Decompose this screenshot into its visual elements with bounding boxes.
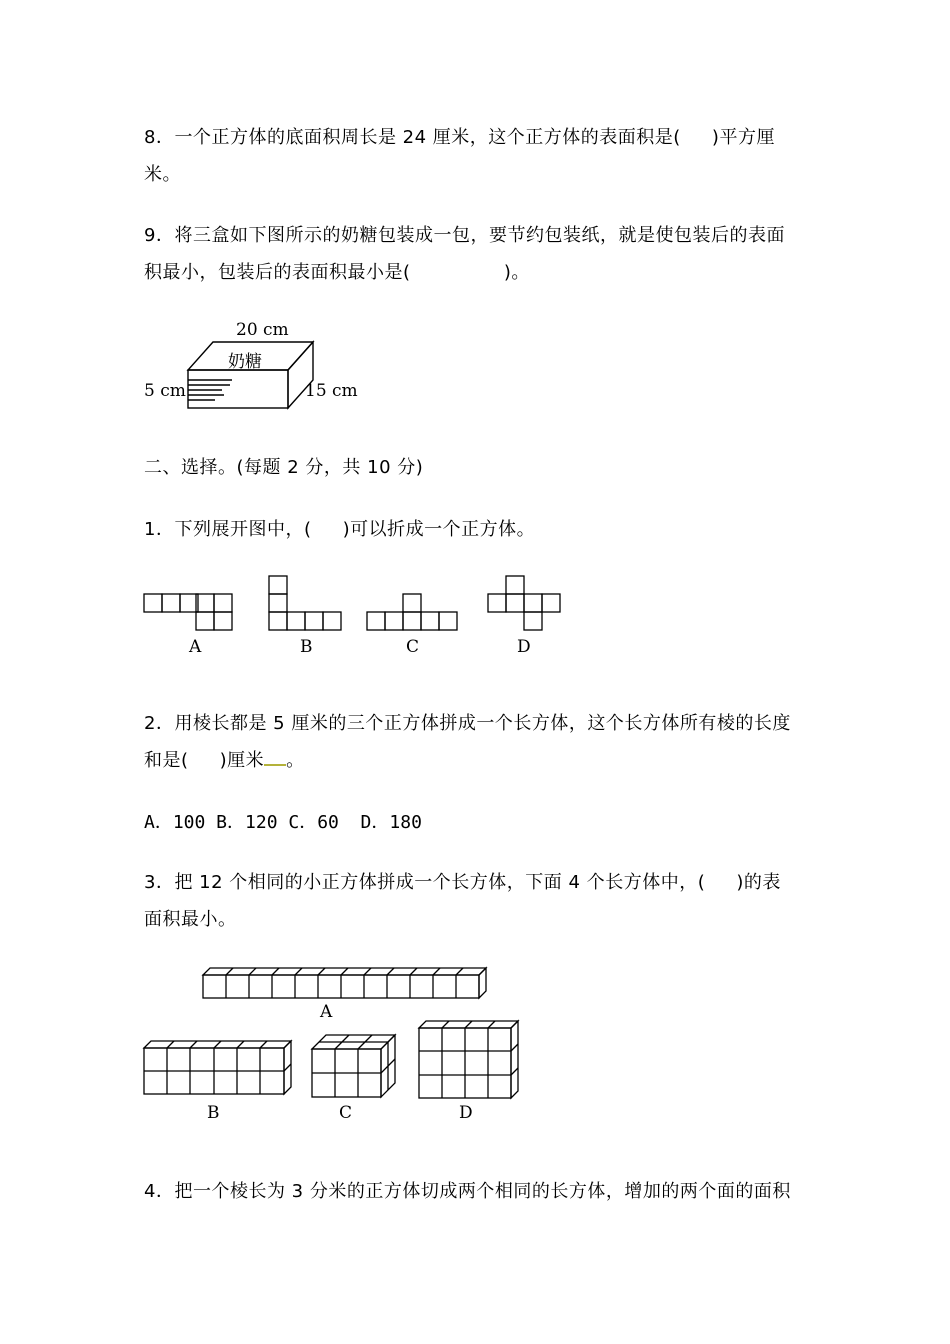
box-width-label: 15 cm <box>305 381 358 401</box>
net-option-b: B <box>300 637 313 657</box>
c4-line1: 4．把一个棱长为 3 分米的正方体切成两个相同的长方体，增加的两个面的面积 <box>144 1181 791 1202</box>
c3-line2: 面积最小。 <box>144 909 237 930</box>
c2-choices: A．100 B．120 C．60 D．180 <box>144 812 422 833</box>
net-option-c: C <box>406 637 420 657</box>
section2-heading: 二、选择。(每题 2 分，共 10 分) <box>144 457 424 478</box>
box-height-label: 5 cm <box>144 381 186 401</box>
c2-line2-after: 。 <box>286 750 305 771</box>
q8-line2: 米。 <box>144 164 181 185</box>
q9-line2: 积最小，包装后的表面积最小是( )。 <box>144 262 530 283</box>
cuboid-option-a: A <box>320 1002 333 1022</box>
c1-question: 1．下列展开图中，( )可以折成一个正方体。 <box>144 519 536 540</box>
cuboid-option-c: C <box>339 1103 353 1123</box>
box-length-label: 20 cm <box>236 320 289 340</box>
c3-line1: 3．把 12 个相同的小正方体拼成一个长方体，下面 4 个长方体中，( )的表 <box>144 872 781 893</box>
cuboid-option-d: D <box>459 1103 473 1123</box>
box-candy-label: 奶糖 <box>228 352 262 372</box>
q8-line1: 8．一个正方体的底面积周长是 24 厘米，这个正方体的表面积是( )平方厘 <box>144 127 775 148</box>
cuboid-option-b: B <box>207 1103 220 1123</box>
net-option-a: A <box>189 637 202 657</box>
c2-line1: 2．用棱长都是 5 厘米的三个正方体拼成一个长方体，这个长方体所有棱的长度 <box>144 713 791 734</box>
net-option-d: D <box>517 637 531 657</box>
c2-line2-before: 和是( )厘米 <box>144 750 265 771</box>
q9-line1: 9．将三盒如下图所示的奶糖包装成一包，要节约包装纸，就是使包装后的表面 <box>144 225 785 246</box>
